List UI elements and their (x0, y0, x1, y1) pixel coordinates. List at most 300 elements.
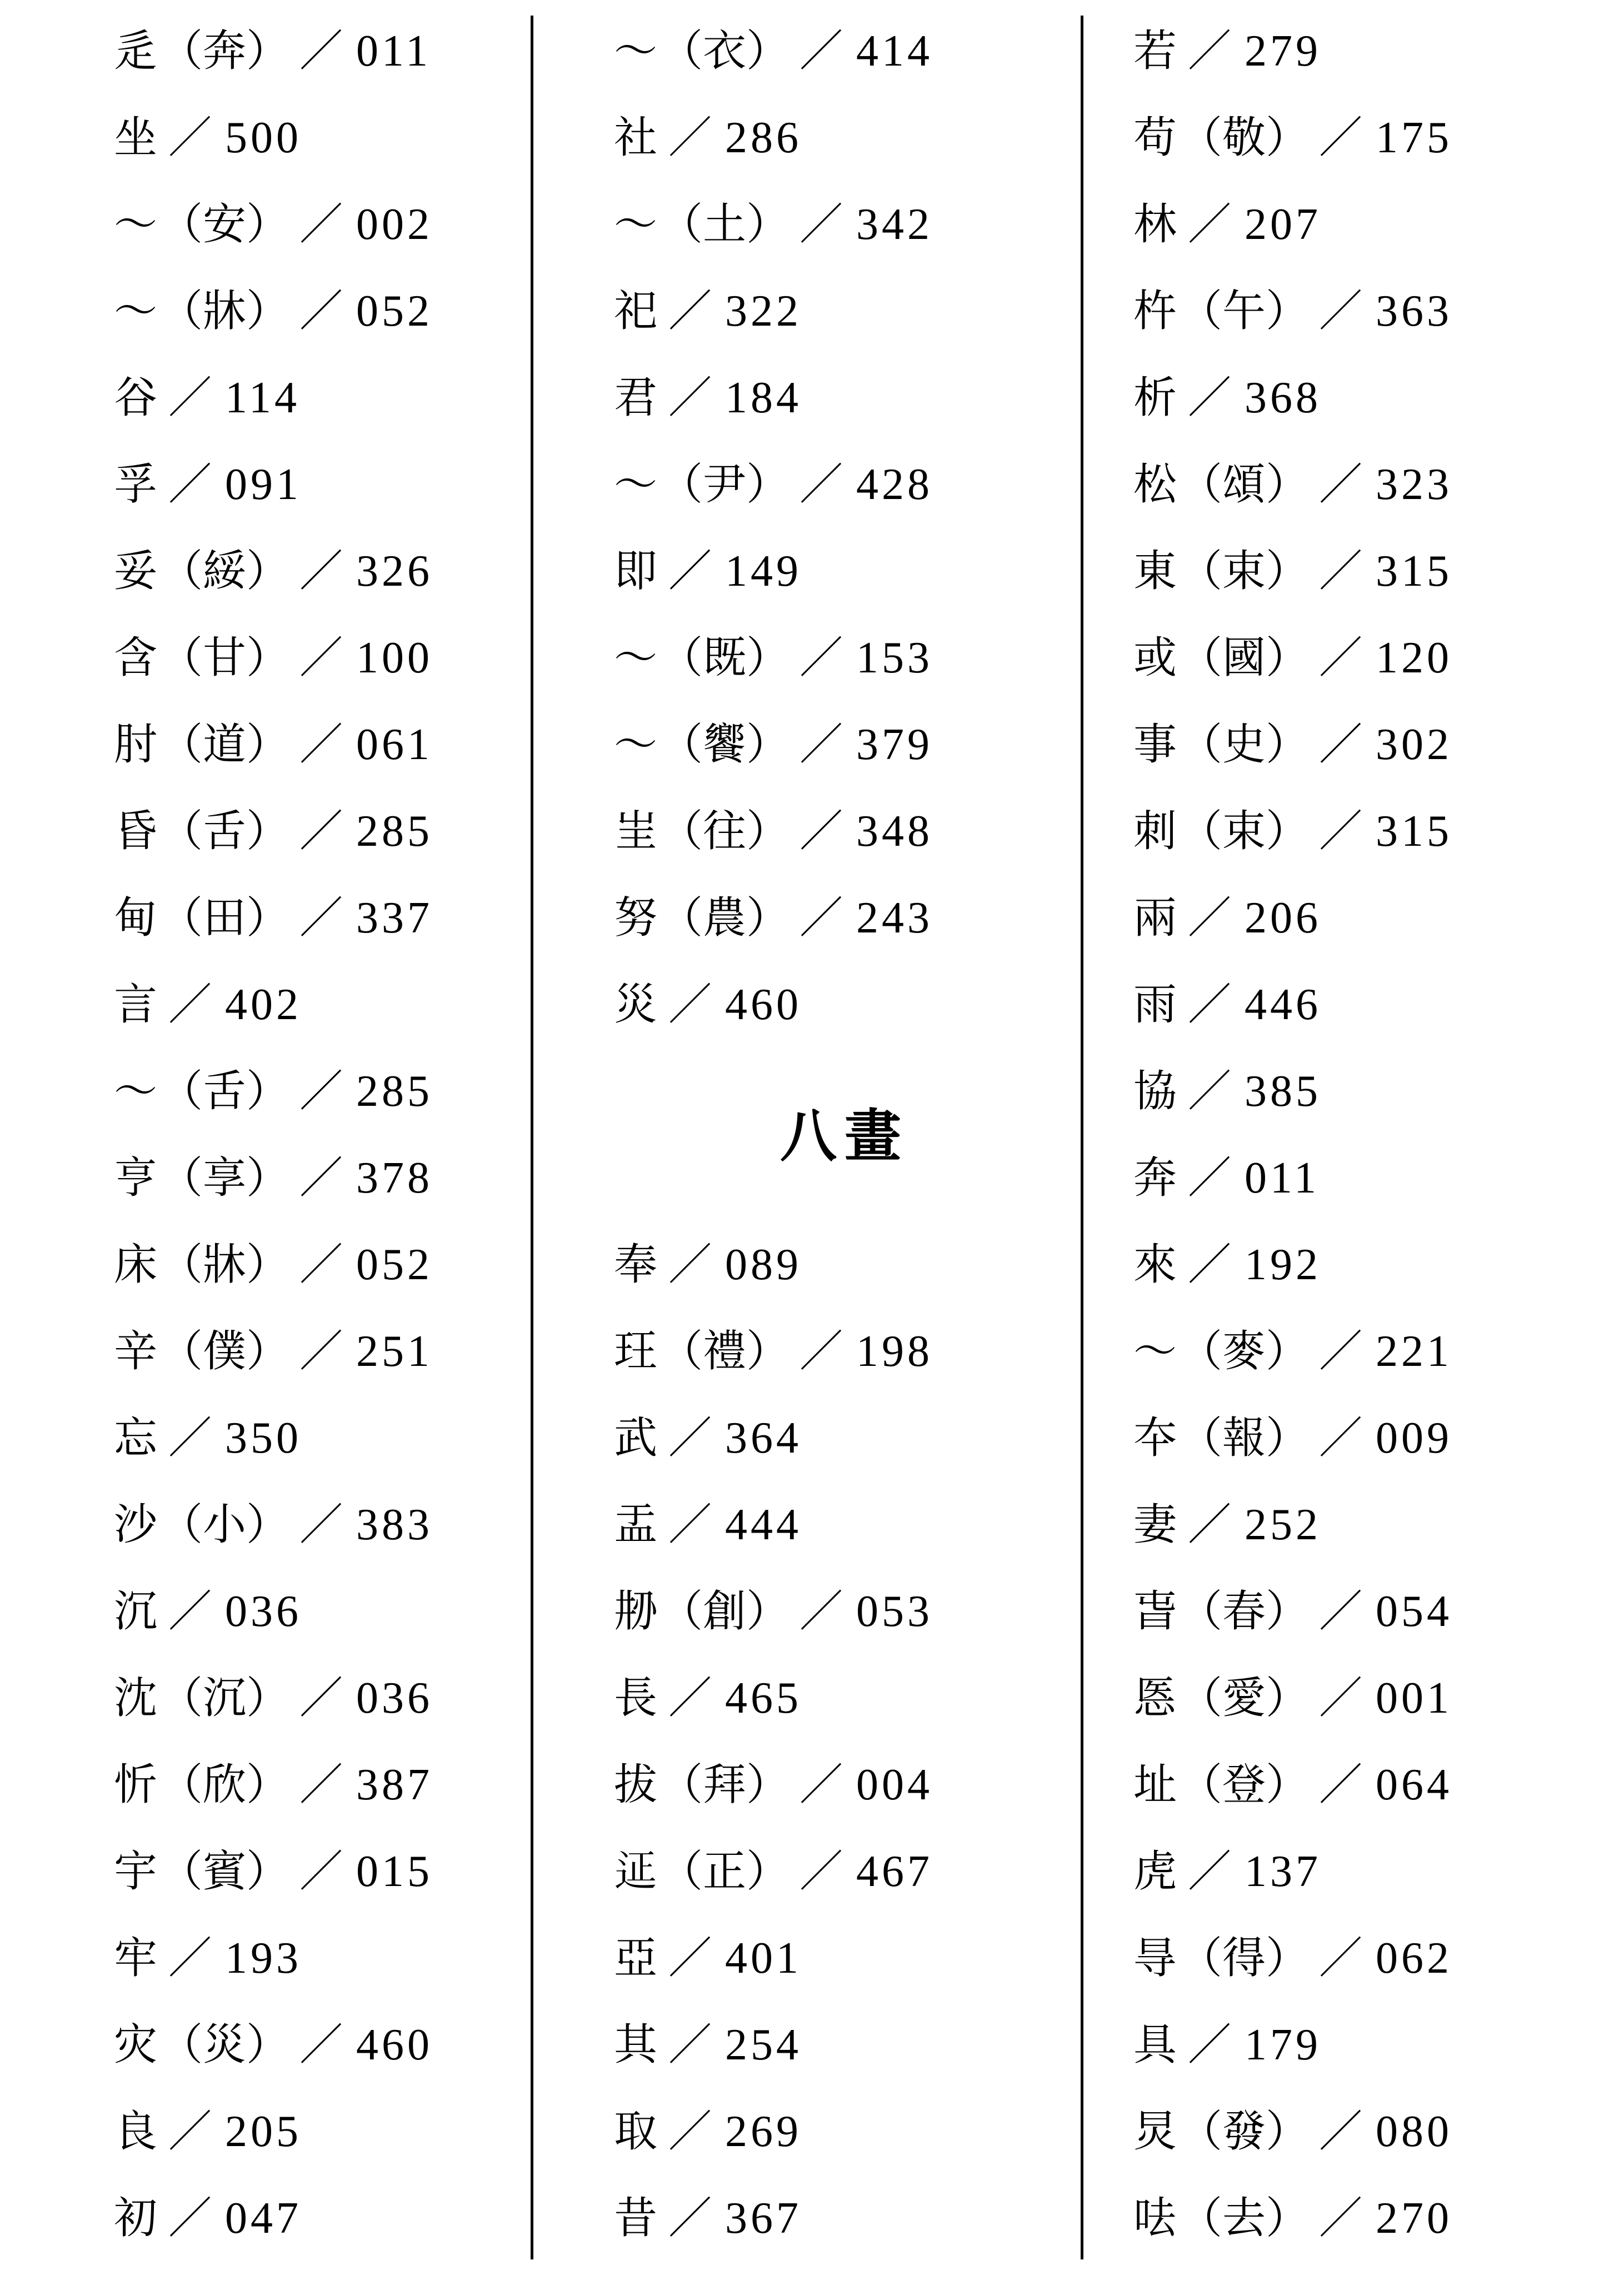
entry-head-character: 言 (114, 980, 158, 1029)
index-entry-row (114, 701, 525, 788)
index-entry-row (1133, 788, 1617, 875)
entry-page-number: 446 (1245, 980, 1322, 1029)
column-2-rows-top (614, 8, 1075, 1048)
entry-separator-slash: ／ (668, 547, 712, 595)
entry-separator-slash: ／ (1188, 27, 1232, 75)
entry-head-character: 拔 (614, 1760, 658, 1809)
entry-gloss: （享） (159, 1154, 290, 1202)
entry-separator-slash: ／ (668, 113, 712, 162)
entry-page-number: 460 (725, 980, 802, 1029)
entry-separator-slash: ／ (799, 807, 843, 855)
entry-page-number: 175 (1376, 113, 1453, 162)
entry-separator-slash: ／ (668, 980, 712, 1029)
entry-gloss: （牀） (159, 287, 290, 335)
index-entry-row (614, 1308, 1075, 1395)
entry-head-character: 取 (614, 2107, 658, 2156)
entry-separator-slash: ／ (168, 2107, 212, 2156)
entry-head-character: 奔 (1133, 1154, 1177, 1202)
entry-separator-slash: ／ (799, 1847, 843, 1895)
entry-page-number: 402 (225, 980, 302, 1029)
entry-separator-slash: ／ (168, 980, 212, 1029)
index-entry-row (1133, 441, 1617, 528)
entry-separator-slash: ／ (299, 1674, 343, 1722)
entry-head-character: 刱 (614, 1587, 658, 1635)
entry-page-number: 062 (1376, 1934, 1453, 1983)
entry-head-character: ～ (114, 287, 158, 335)
entry-page-number: 193 (225, 1934, 302, 1983)
entry-head-character: 亨 (114, 1154, 158, 1202)
index-entry-row (614, 528, 1075, 615)
index-entry-row (114, 961, 525, 1048)
column-divider-right (1081, 16, 1083, 2259)
entry-page-number: 465 (725, 1674, 802, 1723)
entry-page-number: 206 (1245, 894, 1322, 942)
index-entry-row (614, 1915, 1075, 2002)
index-entry-row (1133, 1655, 1617, 1742)
entry-separator-slash: ／ (1319, 633, 1363, 682)
entry-separator-slash: ／ (1188, 2020, 1232, 2069)
entry-separator-slash: ／ (668, 1934, 712, 1982)
entry-head-character: 東 (1133, 547, 1177, 595)
entry-page-number: 269 (725, 2107, 802, 2156)
entry-separator-slash: ／ (299, 720, 343, 769)
index-entry-row (114, 2002, 525, 2088)
entry-head-character: 夲 (1133, 1414, 1177, 1462)
entry-gloss: （報） (1179, 1414, 1310, 1462)
entry-head-character: 刺 (1133, 807, 1177, 855)
entry-head-character: 雨 (1133, 980, 1177, 1029)
entry-gloss: （綏） (159, 547, 290, 595)
index-entry-row (114, 2175, 525, 2262)
entry-head-character: 妻 (1133, 1500, 1177, 1549)
index-entry-row (1133, 181, 1617, 268)
index-entry-row (1133, 355, 1617, 441)
entry-page-number: 011 (356, 27, 432, 76)
entry-gloss: （農） (659, 894, 790, 942)
entry-gloss: （安） (159, 200, 290, 248)
entry-page-number: 500 (225, 113, 302, 162)
entry-separator-slash: ／ (799, 894, 843, 942)
entry-gloss: （沉） (159, 1674, 290, 1722)
entry-page-number: 286 (725, 113, 802, 162)
index-entry-row (1133, 1221, 1617, 1308)
entry-head-character: 沙 (114, 1500, 158, 1549)
entry-gloss: （道） (159, 720, 290, 769)
index-entry-row (1133, 1568, 1617, 1655)
entry-separator-slash: ／ (299, 287, 343, 335)
index-entry-row (614, 181, 1075, 268)
index-entry-row (614, 1568, 1075, 1655)
entry-page-number: 153 (856, 633, 933, 682)
entry-separator-slash: ／ (1319, 460, 1363, 508)
entry-page-number: 011 (1245, 1154, 1320, 1203)
index-entry-row (114, 8, 525, 94)
index-entry-row (114, 1568, 525, 1655)
entry-head-character: 辵 (114, 27, 158, 75)
entry-separator-slash: ／ (1188, 200, 1232, 248)
entry-head-character: 祀 (614, 287, 658, 335)
entry-head-character: 虎 (1133, 1847, 1177, 1895)
entry-head-character: 旾 (1133, 1587, 1177, 1635)
entry-gloss: （尹） (659, 460, 790, 508)
entry-page-number: 149 (725, 547, 802, 596)
entry-page-number: 348 (856, 807, 933, 856)
entry-head-character: 妥 (114, 547, 158, 595)
entry-page-number: 323 (1376, 460, 1453, 509)
index-entry-row (1133, 875, 1617, 961)
entry-head-character: 具 (1133, 2020, 1177, 2069)
entry-page-number: 061 (356, 720, 433, 769)
entry-head-character: 宇 (114, 1847, 158, 1895)
entry-gloss: （災） (159, 2020, 290, 2069)
entry-head-character: 杵 (1133, 287, 1177, 335)
entry-gloss: （得） (1179, 1934, 1310, 1982)
index-entry-row (114, 441, 525, 528)
entry-head-character: 或 (1133, 633, 1177, 682)
entry-page-number: 387 (356, 1760, 433, 1809)
entry-separator-slash: ／ (168, 460, 212, 508)
entry-head-character: 苟 (1133, 113, 1177, 162)
entry-gloss: （去） (1179, 2194, 1310, 2242)
entry-separator-slash: ／ (1319, 287, 1363, 335)
entry-separator-slash: ／ (668, 287, 712, 335)
index-entry-row (614, 1655, 1075, 1742)
entry-head-character: 若 (1133, 27, 1177, 75)
entry-separator-slash: ／ (668, 1500, 712, 1549)
index-entry-row (1133, 2088, 1617, 2175)
entry-page-number: 015 (356, 1847, 433, 1896)
entry-page-number: 302 (1376, 720, 1453, 769)
entry-page-number: 120 (1376, 633, 1453, 682)
entry-head-character: 君 (614, 373, 658, 422)
index-entry-row (614, 355, 1075, 441)
entry-head-character: 災 (614, 980, 658, 1029)
index-entry-row (114, 1481, 525, 1568)
entry-separator-slash: ／ (1188, 1067, 1232, 1115)
entry-separator-slash: ／ (1188, 894, 1232, 942)
entry-head-character: 其 (614, 2020, 658, 2069)
entry-separator-slash: ／ (799, 200, 843, 248)
entry-gloss: （禮） (659, 1327, 790, 1375)
index-entry-row (614, 2002, 1075, 2088)
entry-page-number: 080 (1376, 2107, 1453, 2156)
entry-page-number: 064 (1376, 1760, 1453, 1809)
entry-page-number: 315 (1376, 547, 1453, 596)
entry-head-character: ～ (614, 633, 658, 682)
entry-separator-slash: ／ (799, 460, 843, 508)
entry-head-character: 床 (114, 1240, 158, 1289)
index-entry-row (1133, 1915, 1617, 2002)
entry-head-character: ～ (114, 200, 158, 248)
entry-page-number: 243 (856, 894, 933, 942)
entry-page-number: 378 (356, 1154, 433, 1203)
entry-page-number: 221 (1376, 1327, 1453, 1376)
entry-gloss: （發） (1179, 2107, 1310, 2156)
entry-separator-slash: ／ (299, 27, 343, 75)
entry-page-number: 114 (225, 373, 301, 422)
index-entry-row (614, 441, 1075, 528)
entry-head-character: 沈 (114, 1674, 158, 1722)
entry-head-character: 㝵 (1133, 1934, 1177, 1982)
entry-gloss: （頌） (1179, 460, 1310, 508)
entry-gloss: （往） (659, 807, 790, 855)
entry-separator-slash: ／ (1319, 1327, 1363, 1375)
entry-page-number: 270 (1376, 2194, 1453, 2243)
entry-separator-slash: ／ (299, 807, 343, 855)
entry-page-number: 254 (725, 2020, 802, 2069)
entry-page-number: 279 (1245, 27, 1322, 76)
entry-separator-slash: ／ (1319, 547, 1363, 595)
entry-head-character: 谷 (114, 373, 158, 422)
column-2 (614, 0, 1075, 2262)
entry-separator-slash: ／ (299, 633, 343, 682)
entry-head-character: 亞 (614, 1934, 658, 1982)
entry-page-number: 401 (725, 1934, 802, 1983)
entry-gloss: （敬） (1179, 113, 1310, 162)
entry-separator-slash: ／ (299, 894, 343, 942)
index-entry-row (1133, 1742, 1617, 1828)
index-entry-row (114, 1828, 525, 1915)
index-entry-row (614, 1742, 1075, 1828)
entry-head-character: 初 (114, 2194, 158, 2242)
entry-head-character: 長 (614, 1674, 658, 1722)
entry-head-character: 辛 (114, 1327, 158, 1375)
entry-separator-slash: ／ (668, 1240, 712, 1289)
index-entry-row (614, 1828, 1075, 1915)
entry-separator-slash: ／ (168, 1587, 212, 1635)
column-2-rows-bottom (614, 1221, 1075, 2262)
entry-head-character: 事 (1133, 720, 1177, 769)
index-entry-row (1133, 528, 1617, 615)
entry-separator-slash: ／ (1319, 2107, 1363, 2156)
section-header-eight-strokes: 八畫 (780, 1106, 909, 1169)
entry-page-number: 184 (725, 373, 802, 422)
entry-page-number: 054 (1376, 1587, 1453, 1636)
index-entry-row (614, 2175, 1075, 2262)
entry-separator-slash: ／ (299, 2020, 343, 2069)
index-entry-row (1133, 94, 1617, 181)
entry-page-number: 285 (356, 1067, 433, 1116)
index-entry-row (614, 615, 1075, 701)
index-entry-row (614, 1221, 1075, 1308)
entry-page-number: 089 (725, 1240, 802, 1289)
index-entry-row (114, 1308, 525, 1395)
entry-separator-slash: ／ (668, 1414, 712, 1462)
entry-head-character: 沉 (114, 1587, 158, 1635)
entry-page-number: 350 (225, 1414, 302, 1463)
index-entry-row (114, 1742, 525, 1828)
entry-separator-slash: ／ (799, 1327, 843, 1375)
entry-head-character: 忘 (114, 1414, 158, 1462)
entry-page-number: 179 (1245, 2020, 1322, 2069)
entry-gloss: （正） (659, 1847, 790, 1895)
entry-head-character: 協 (1133, 1067, 1177, 1115)
entry-separator-slash: ／ (799, 1587, 843, 1635)
entry-separator-slash: ／ (168, 1934, 212, 1982)
entry-separator-slash: ／ (1188, 1240, 1232, 1289)
entry-page-number: 414 (856, 27, 933, 76)
entry-gloss: （舌） (159, 807, 290, 855)
entry-page-number: 467 (856, 1847, 933, 1896)
entry-head-character: ～ (614, 460, 658, 508)
entry-head-character: 灾 (114, 2020, 158, 2069)
index-entry-row (1133, 8, 1617, 94)
entry-page-number: 444 (725, 1500, 802, 1549)
entry-head-character: 武 (614, 1414, 658, 1462)
entry-separator-slash: ／ (1188, 1847, 1232, 1895)
entry-head-character: 努 (614, 894, 658, 942)
entry-gloss: （衣） (659, 27, 790, 75)
entry-separator-slash: ／ (668, 373, 712, 422)
entry-separator-slash: ／ (1319, 113, 1363, 162)
entry-head-character: 坐 (114, 113, 158, 162)
index-entry-row (1133, 1828, 1617, 1915)
index-entry-row (114, 2088, 525, 2175)
entry-separator-slash: ／ (799, 27, 843, 75)
index-entry-row (614, 1481, 1075, 1568)
index-entry-row (1133, 1308, 1617, 1395)
entry-gloss: （國） (1179, 633, 1310, 682)
entry-head-character: 含 (114, 633, 158, 682)
entry-page-number: 379 (856, 720, 933, 769)
entry-page-number: 009 (1376, 1414, 1453, 1463)
entry-head-character: 社 (614, 113, 658, 162)
entry-separator-slash: ／ (299, 200, 343, 248)
index-entry-row (114, 1915, 525, 2002)
entry-separator-slash: ／ (168, 2194, 212, 2242)
entry-separator-slash: ／ (299, 1240, 343, 1289)
entry-head-character: 松 (1133, 460, 1177, 508)
entry-page-number: 052 (356, 287, 433, 336)
entry-head-character: ～ (614, 27, 658, 75)
index-entry-row (114, 528, 525, 615)
entry-gloss: （小） (159, 1500, 290, 1549)
index-entry-row (614, 788, 1075, 875)
entry-separator-slash: ／ (668, 1674, 712, 1722)
entry-page-number: 207 (1245, 200, 1322, 249)
entry-head-character: 炅 (1133, 2107, 1177, 2156)
entry-gloss: （奔） (159, 27, 290, 75)
index-entry-row (614, 961, 1075, 1048)
entry-head-character: 𨒌 (614, 1847, 658, 1895)
entry-page-number: 205 (225, 2107, 302, 2156)
entry-head-character: 兩 (1133, 894, 1177, 942)
entry-page-number: 315 (1376, 807, 1453, 856)
index-entry-row (114, 181, 525, 268)
entry-page-number: 285 (356, 807, 433, 856)
entry-page-number: 036 (356, 1674, 433, 1723)
entry-head-character: 奉 (614, 1240, 658, 1289)
entry-page-number: 091 (225, 460, 302, 509)
entry-gloss: （饗） (659, 720, 790, 769)
entry-page-number: 364 (725, 1414, 802, 1463)
index-entry-row (114, 615, 525, 701)
column-3 (1133, 0, 1617, 2262)
entry-page-number: 363 (1376, 287, 1453, 336)
entry-page-number: 252 (1245, 1500, 1322, 1549)
index-entry-row (614, 701, 1075, 788)
entry-head-character: 來 (1133, 1240, 1177, 1289)
index-entry-row (114, 1655, 525, 1742)
entry-gloss: （愛） (1179, 1674, 1310, 1722)
entry-separator-slash: ／ (299, 1154, 343, 1202)
entry-page-number: 385 (1245, 1067, 1322, 1116)
entry-head-character: 悘 (1133, 1674, 1177, 1722)
entry-head-character: 昔 (614, 2194, 658, 2242)
entry-head-character: ～ (614, 720, 658, 769)
index-entry-row (114, 788, 525, 875)
entry-gloss: （麥） (1179, 1327, 1310, 1375)
entry-separator-slash: ／ (1319, 2194, 1363, 2242)
entry-head-character: 玨 (614, 1327, 658, 1375)
entry-gloss: （午） (1179, 287, 1310, 335)
entry-separator-slash: ／ (299, 1327, 343, 1375)
index-entry-row (1133, 1135, 1617, 1221)
entry-page-number: 100 (356, 633, 433, 682)
entry-separator-slash: ／ (299, 547, 343, 595)
index-entry-row (1133, 1048, 1617, 1135)
entry-separator-slash: ／ (1319, 1760, 1363, 1809)
entry-page-number: 342 (856, 200, 933, 249)
index-entry-row (1133, 2175, 1617, 2262)
entry-head-character: ～ (614, 200, 658, 248)
index-entry-row (1133, 701, 1617, 788)
index-entry-row (614, 268, 1075, 355)
entry-head-character: 盂 (614, 1500, 658, 1549)
entry-separator-slash: ／ (1319, 1674, 1363, 1722)
entry-page-number: 001 (1376, 1674, 1453, 1723)
entry-head-character: 昏 (114, 807, 158, 855)
entry-head-character: 林 (1133, 200, 1177, 248)
index-entry-row (114, 875, 525, 961)
entry-page-number: 047 (225, 2194, 302, 2243)
entry-page-number: 036 (225, 1587, 302, 1636)
entry-page-number: 052 (356, 1240, 433, 1289)
entry-gloss: （既） (659, 633, 790, 682)
index-entry-row (614, 1395, 1075, 1481)
entry-separator-slash: ／ (1188, 980, 1232, 1029)
entry-gloss: （田） (159, 894, 290, 942)
entry-head-character: ～ (1133, 1327, 1177, 1375)
entry-gloss: （創） (659, 1587, 790, 1635)
entry-page-number: 251 (356, 1327, 433, 1376)
entry-gloss: （舌） (159, 1067, 290, 1115)
entry-head-character: 孚 (114, 460, 158, 508)
index-entry-row (614, 94, 1075, 181)
entry-page-number: 383 (356, 1500, 433, 1549)
entry-separator-slash: ／ (168, 1414, 212, 1462)
entry-head-character: 呿 (1133, 2194, 1177, 2242)
index-entry-row (114, 1395, 525, 1481)
entry-separator-slash: ／ (299, 1847, 343, 1895)
entry-head-character: 肘 (114, 720, 158, 769)
index-entry-row (1133, 1395, 1617, 1481)
entry-separator-slash: ／ (299, 1500, 343, 1549)
entry-page-number: 192 (1245, 1240, 1322, 1289)
entry-head-character: 忻 (114, 1760, 158, 1809)
entry-page-number: 367 (725, 2194, 802, 2243)
entry-page-number: 322 (725, 287, 802, 336)
entry-separator-slash: ／ (1319, 1414, 1363, 1462)
index-entry-row (114, 1048, 525, 1135)
column-divider-left (531, 16, 533, 2259)
entry-gloss: （土） (659, 200, 790, 248)
index-entry-row (1133, 961, 1617, 1048)
entry-separator-slash: ／ (1188, 373, 1232, 422)
entry-separator-slash: ／ (299, 1760, 343, 1809)
entry-separator-slash: ／ (1319, 720, 1363, 769)
entry-page-number: 337 (356, 894, 433, 942)
